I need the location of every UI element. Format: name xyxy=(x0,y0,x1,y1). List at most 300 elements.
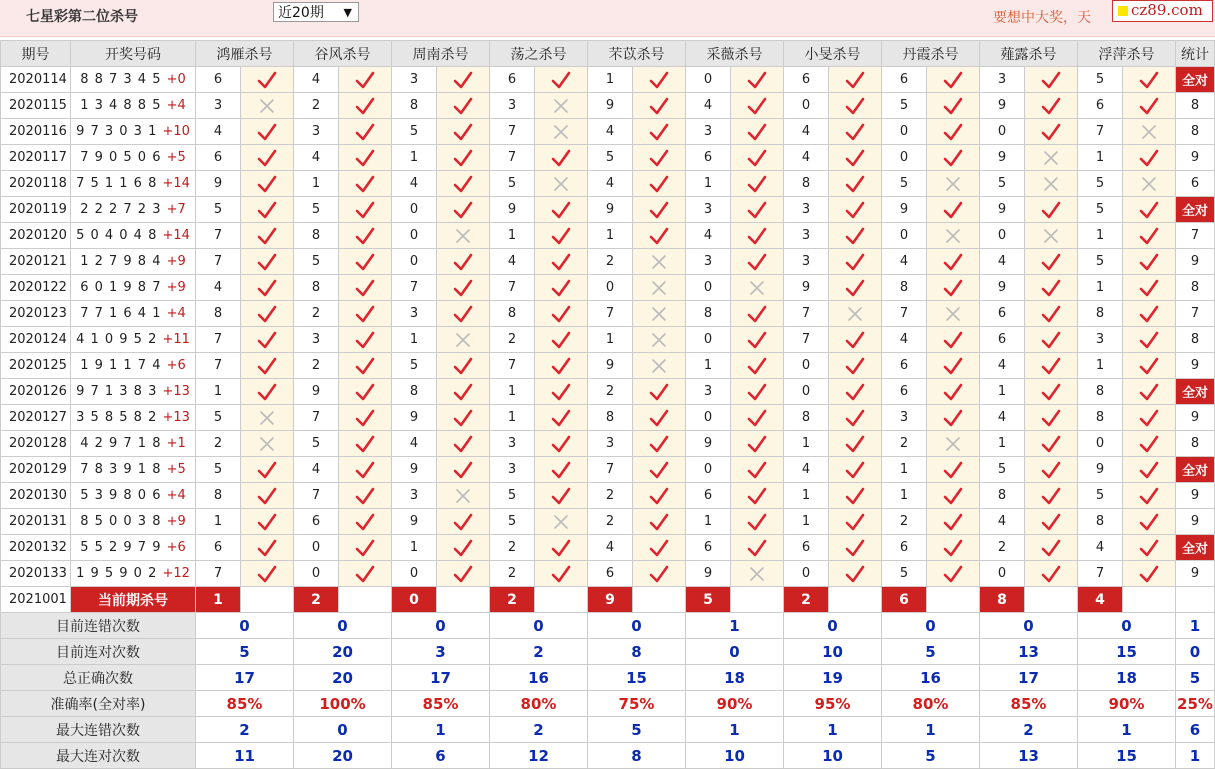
row-stat: 全对 xyxy=(1176,67,1215,93)
row-stat: 9 xyxy=(1176,249,1215,275)
kill-result xyxy=(339,171,392,197)
draw-digits: 7 7 1 6 4 1 xyxy=(80,306,162,321)
kill-number: 1 xyxy=(588,67,633,93)
check-icon xyxy=(649,408,669,428)
check-icon xyxy=(943,486,963,506)
kill-number: 3 xyxy=(294,327,339,353)
check-icon xyxy=(355,356,375,376)
summary-value: 20 xyxy=(294,665,392,691)
kill-result xyxy=(731,379,784,405)
kill-number: 3 xyxy=(196,93,241,119)
draw-sum: +10 xyxy=(162,124,190,139)
row-stat: 9 xyxy=(1176,405,1215,431)
check-icon xyxy=(1041,512,1061,532)
check-icon xyxy=(355,512,375,532)
kill-number: 7 xyxy=(490,275,535,301)
kill-number: 9 xyxy=(980,275,1025,301)
cross-icon xyxy=(257,408,277,428)
kill-result xyxy=(731,301,784,327)
draw-numbers xyxy=(71,509,196,535)
check-icon xyxy=(1139,148,1159,168)
row-stat: 9 xyxy=(1176,145,1215,171)
summary-value: 85% xyxy=(392,691,490,717)
issue-number: 2020115 xyxy=(1,93,71,119)
period-select[interactable] xyxy=(273,2,359,22)
kill-number: 3 xyxy=(392,301,437,327)
kill-result xyxy=(535,379,588,405)
kill-number: 5 xyxy=(490,171,535,197)
current-kill-blank xyxy=(633,587,686,613)
cross-icon xyxy=(453,226,473,246)
check-icon xyxy=(453,304,473,324)
check-icon xyxy=(845,330,865,350)
check-icon xyxy=(1139,96,1159,116)
table-row xyxy=(1,379,1215,405)
kill-number: 6 xyxy=(784,67,829,93)
check-icon xyxy=(355,96,375,116)
kill-number: 5 xyxy=(1078,197,1123,223)
check-icon xyxy=(355,200,375,220)
kill-result xyxy=(927,379,980,405)
kill-number: 7 xyxy=(196,327,241,353)
draw-numbers xyxy=(71,301,196,327)
kill-result xyxy=(1123,197,1176,223)
kill-number: 4 xyxy=(392,431,437,457)
kill-result xyxy=(339,509,392,535)
check-icon xyxy=(747,200,767,220)
kill-number: 2 xyxy=(588,249,633,275)
check-icon xyxy=(845,226,865,246)
summary-value: 1 xyxy=(686,613,784,639)
check-icon xyxy=(943,382,963,402)
kill-number: 3 xyxy=(490,93,535,119)
kill-number: 7 xyxy=(196,249,241,275)
kill-result xyxy=(927,93,980,119)
kill-number: 1 xyxy=(196,509,241,535)
table-row xyxy=(1,405,1215,431)
cross-icon xyxy=(257,434,277,454)
top-bar xyxy=(0,0,1215,37)
draw-numbers xyxy=(71,93,196,119)
kill-result xyxy=(1025,301,1078,327)
cross-icon xyxy=(453,486,473,506)
check-icon xyxy=(747,512,767,532)
kill-result xyxy=(1123,327,1176,353)
kill-result xyxy=(829,301,882,327)
kill-number: 4 xyxy=(980,249,1025,275)
kill-number: 5 xyxy=(392,353,437,379)
summary-value: 8 xyxy=(588,639,686,665)
check-icon xyxy=(257,486,277,506)
cross-icon xyxy=(1139,122,1159,142)
kill-number: 2 xyxy=(490,561,535,587)
kill-result xyxy=(1123,405,1176,431)
check-icon xyxy=(1041,460,1061,480)
kill-number: 8 xyxy=(196,483,241,509)
check-icon xyxy=(453,148,473,168)
kill-result xyxy=(633,67,686,93)
check-icon xyxy=(551,252,571,272)
kill-result xyxy=(1025,561,1078,587)
check-icon xyxy=(649,122,669,142)
kill-number: 2 xyxy=(196,431,241,457)
kill-result xyxy=(535,509,588,535)
summary-value: 3 xyxy=(392,639,490,665)
kill-number: 1 xyxy=(588,327,633,353)
kill-result xyxy=(633,405,686,431)
check-icon xyxy=(257,226,277,246)
check-icon xyxy=(943,564,963,584)
kill-result xyxy=(1123,561,1176,587)
current-period-row xyxy=(1,587,1215,613)
kill-number: 5 xyxy=(294,431,339,457)
kill-result xyxy=(829,405,882,431)
summary-label: 总正确次数 xyxy=(1,665,196,691)
table-row xyxy=(1,327,1215,353)
summary-value: 15 xyxy=(588,665,686,691)
draw-digits: 3 5 8 5 8 2 xyxy=(76,410,158,425)
draw-numbers xyxy=(71,67,196,93)
kill-number: 0 xyxy=(392,561,437,587)
check-icon xyxy=(1139,512,1159,532)
row-stat: 9 xyxy=(1176,483,1215,509)
check-icon xyxy=(845,564,865,584)
kill-result xyxy=(633,483,686,509)
row-stat: 8 xyxy=(1176,327,1215,353)
kill-number: 8 xyxy=(784,171,829,197)
check-icon xyxy=(943,252,963,272)
kill-number: 4 xyxy=(196,275,241,301)
kill-result xyxy=(339,561,392,587)
kill-result xyxy=(241,457,294,483)
kill-result xyxy=(829,223,882,249)
kill-number: 3 xyxy=(686,119,731,145)
summary-label: 最大连对次数 xyxy=(1,743,196,769)
check-icon xyxy=(1139,382,1159,402)
kill-result xyxy=(927,483,980,509)
summary-value: 1 xyxy=(1176,743,1215,769)
kill-number: 1 xyxy=(980,379,1025,405)
kill-number: 8 xyxy=(1078,405,1123,431)
check-icon xyxy=(355,70,375,90)
kill-number: 7 xyxy=(196,353,241,379)
summary-value: 1 xyxy=(392,717,490,743)
kill-number: 1 xyxy=(392,145,437,171)
check-icon xyxy=(747,252,767,272)
kill-result xyxy=(731,535,784,561)
site-logo[interactable] xyxy=(1112,0,1213,22)
kill-number: 8 xyxy=(294,275,339,301)
kill-number: 2 xyxy=(490,535,535,561)
kill-result xyxy=(535,223,588,249)
cross-icon xyxy=(551,122,571,142)
check-icon xyxy=(453,96,473,116)
kill-number: 1 xyxy=(784,509,829,535)
check-icon xyxy=(845,174,865,194)
draw-digits: 5 5 2 9 7 9 xyxy=(80,540,162,555)
kill-number: 1 xyxy=(490,379,535,405)
kill-result xyxy=(633,353,686,379)
cross-icon xyxy=(551,96,571,116)
kill-number: 2 xyxy=(490,327,535,353)
kill-result xyxy=(829,171,882,197)
current-stat-blank xyxy=(1176,587,1215,613)
kill-result xyxy=(437,535,490,561)
kill-number: 7 xyxy=(392,275,437,301)
summary-value: 1 xyxy=(1078,717,1176,743)
kill-result xyxy=(927,535,980,561)
kill-number: 8 xyxy=(882,275,927,301)
kill-result xyxy=(241,197,294,223)
check-icon xyxy=(551,70,571,90)
kill-result xyxy=(927,275,980,301)
kill-result xyxy=(829,535,882,561)
kill-result xyxy=(1123,353,1176,379)
row-stat: 8 xyxy=(1176,119,1215,145)
kill-result xyxy=(241,93,294,119)
check-icon xyxy=(355,148,375,168)
summary-value: 20 xyxy=(294,743,392,769)
kill-number: 0 xyxy=(392,249,437,275)
row-stat: 9 xyxy=(1176,509,1215,535)
kill-number: 8 xyxy=(686,301,731,327)
check-icon xyxy=(649,200,669,220)
check-icon xyxy=(551,382,571,402)
check-icon xyxy=(649,538,669,558)
check-icon xyxy=(355,486,375,506)
summary-value: 0 xyxy=(294,717,392,743)
issue-number: 2020131 xyxy=(1,509,71,535)
kill-number: 7 xyxy=(490,145,535,171)
check-icon xyxy=(1041,122,1061,142)
kill-result xyxy=(339,93,392,119)
table-row xyxy=(1,431,1215,457)
check-icon xyxy=(257,278,277,298)
check-icon xyxy=(453,174,473,194)
kill-result xyxy=(437,431,490,457)
check-icon xyxy=(845,96,865,116)
kill-number: 4 xyxy=(882,327,927,353)
check-icon xyxy=(845,252,865,272)
kill-result xyxy=(633,509,686,535)
draw-digits: 7 5 1 1 6 8 xyxy=(76,176,158,191)
kill-result xyxy=(829,431,882,457)
kill-number: 9 xyxy=(588,353,633,379)
kill-number: 0 xyxy=(686,67,731,93)
kill-number: 9 xyxy=(980,93,1025,119)
current-kill-number: 1 xyxy=(196,587,241,613)
row-stat: 7 xyxy=(1176,223,1215,249)
kill-number: 6 xyxy=(196,67,241,93)
check-icon xyxy=(943,460,963,480)
check-icon xyxy=(943,356,963,376)
summary-row xyxy=(1,613,1215,639)
column-header: 芣苡杀号 xyxy=(588,41,686,67)
summary-value: 10 xyxy=(784,639,882,665)
kill-result xyxy=(241,431,294,457)
summary-value: 6 xyxy=(1176,717,1215,743)
current-kill-blank xyxy=(1123,587,1176,613)
period-select-value: 近20期 xyxy=(278,5,324,21)
draw-sum: +4 xyxy=(166,98,186,113)
summary-value: 20 xyxy=(294,639,392,665)
kill-result xyxy=(927,301,980,327)
current-kill-label: 当前期杀号 xyxy=(71,587,196,613)
summary-value: 1 xyxy=(882,717,980,743)
summary-value: 16 xyxy=(490,665,588,691)
kill-result xyxy=(1025,67,1078,93)
check-icon xyxy=(1041,70,1061,90)
summary-value: 18 xyxy=(686,665,784,691)
issue-number: 2020124 xyxy=(1,327,71,353)
check-icon xyxy=(1041,330,1061,350)
kill-number: 2 xyxy=(882,431,927,457)
column-header: 浮萍杀号 xyxy=(1078,41,1176,67)
check-icon xyxy=(257,382,277,402)
draw-digits: 8 8 7 3 4 5 xyxy=(80,72,162,87)
row-stat: 全对 xyxy=(1176,457,1215,483)
kill-number: 4 xyxy=(588,171,633,197)
summary-value: 10 xyxy=(686,743,784,769)
kill-number: 5 xyxy=(196,457,241,483)
check-icon xyxy=(747,460,767,480)
draw-digits: 1 2 7 9 8 4 xyxy=(80,254,162,269)
kill-result xyxy=(731,171,784,197)
kill-number: 1 xyxy=(392,535,437,561)
summary-value: 19 xyxy=(784,665,882,691)
check-icon xyxy=(453,356,473,376)
check-icon xyxy=(355,382,375,402)
kill-result xyxy=(927,561,980,587)
check-icon xyxy=(747,486,767,506)
kill-number: 6 xyxy=(1078,93,1123,119)
summary-value: 18 xyxy=(1078,665,1176,691)
kill-result xyxy=(633,119,686,145)
kill-result xyxy=(731,197,784,223)
check-icon xyxy=(453,460,473,480)
check-icon xyxy=(355,278,375,298)
kill-result xyxy=(1025,457,1078,483)
kill-result xyxy=(1025,509,1078,535)
kill-number: 0 xyxy=(588,275,633,301)
summary-value: 85% xyxy=(196,691,294,717)
kill-number: 2 xyxy=(882,509,927,535)
check-icon xyxy=(551,148,571,168)
kill-number: 0 xyxy=(980,561,1025,587)
kill-number: 6 xyxy=(588,561,633,587)
kill-result xyxy=(829,67,882,93)
kill-result xyxy=(241,223,294,249)
draw-sum: +13 xyxy=(162,384,190,399)
kill-result xyxy=(1025,353,1078,379)
summary-label: 准确率(全对率) xyxy=(1,691,196,717)
kill-number: 1 xyxy=(686,509,731,535)
kill-result xyxy=(927,457,980,483)
kill-number: 9 xyxy=(686,431,731,457)
check-icon xyxy=(747,330,767,350)
kill-number: 6 xyxy=(196,535,241,561)
check-icon xyxy=(845,408,865,428)
summary-value: 90% xyxy=(1078,691,1176,717)
summary-value: 2 xyxy=(490,717,588,743)
kill-number: 0 xyxy=(784,379,829,405)
cross-icon xyxy=(551,512,571,532)
table-row xyxy=(1,119,1215,145)
kill-result xyxy=(829,327,882,353)
kill-number: 8 xyxy=(294,223,339,249)
check-icon xyxy=(649,70,669,90)
kill-result xyxy=(1123,509,1176,535)
check-icon xyxy=(1139,200,1159,220)
summary-value: 13 xyxy=(980,639,1078,665)
kill-number: 4 xyxy=(784,119,829,145)
kill-number: 4 xyxy=(490,249,535,275)
summary-value: 0 xyxy=(392,613,490,639)
issue-number: 2020116 xyxy=(1,119,71,145)
kill-number: 6 xyxy=(686,145,731,171)
check-icon xyxy=(453,122,473,142)
logo-square-icon xyxy=(1118,6,1128,16)
check-icon xyxy=(649,434,669,454)
kill-result xyxy=(1025,223,1078,249)
row-stat: 8 xyxy=(1176,431,1215,457)
kill-result xyxy=(535,119,588,145)
draw-sum: +5 xyxy=(166,462,186,477)
summary-label: 最大连错次数 xyxy=(1,717,196,743)
kill-number: 8 xyxy=(588,405,633,431)
kill-result xyxy=(1025,275,1078,301)
kill-result xyxy=(1025,171,1078,197)
issue-number: 2020118 xyxy=(1,171,71,197)
kill-number: 6 xyxy=(882,379,927,405)
kill-number: 5 xyxy=(882,171,927,197)
kill-result xyxy=(927,249,980,275)
check-icon xyxy=(355,330,375,350)
kill-number: 9 xyxy=(882,197,927,223)
kill-number: 5 xyxy=(980,457,1025,483)
kill-result xyxy=(339,275,392,301)
kill-number: 9 xyxy=(392,405,437,431)
check-icon xyxy=(551,538,571,558)
current-kill-blank xyxy=(731,587,784,613)
kill-number: 8 xyxy=(196,301,241,327)
draw-sum: +6 xyxy=(166,358,186,373)
table-row xyxy=(1,223,1215,249)
kill-number: 2 xyxy=(980,535,1025,561)
current-kill-number: 9 xyxy=(588,587,633,613)
kill-number: 0 xyxy=(392,223,437,249)
summary-value: 80% xyxy=(882,691,980,717)
check-icon xyxy=(747,304,767,324)
check-icon xyxy=(943,538,963,558)
kill-number: 7 xyxy=(588,301,633,327)
kill-result xyxy=(339,457,392,483)
table-row xyxy=(1,171,1215,197)
kill-number: 7 xyxy=(294,483,339,509)
kill-number: 2 xyxy=(294,353,339,379)
check-icon xyxy=(453,70,473,90)
kill-result xyxy=(437,249,490,275)
kill-number: 6 xyxy=(294,509,339,535)
check-icon xyxy=(649,96,669,116)
kill-number: 0 xyxy=(686,405,731,431)
check-icon xyxy=(257,70,277,90)
check-icon xyxy=(1139,304,1159,324)
check-icon xyxy=(943,512,963,532)
kill-result xyxy=(927,119,980,145)
check-icon xyxy=(551,356,571,376)
kill-result xyxy=(437,457,490,483)
